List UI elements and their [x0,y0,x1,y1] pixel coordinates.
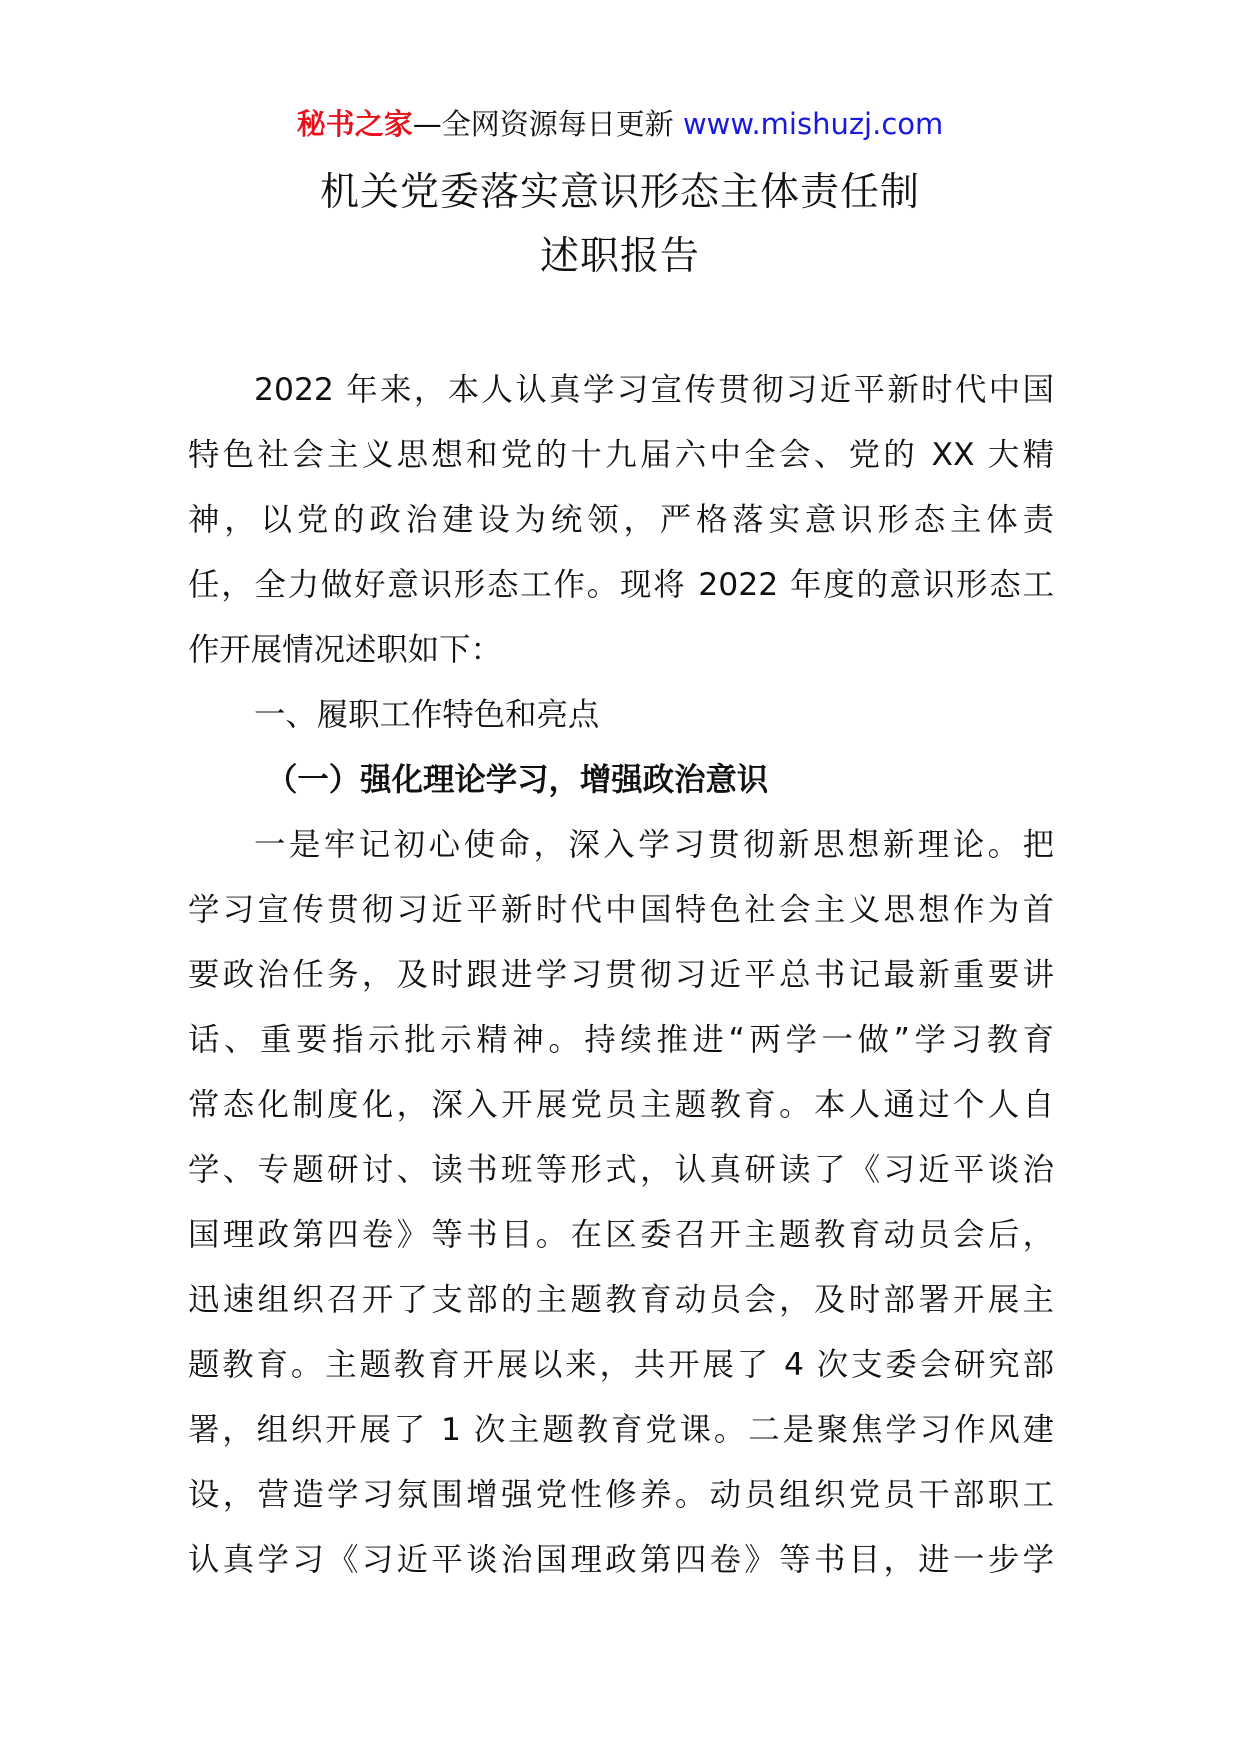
paragraph-line: 神，以党的政治建设为统领，严格落实意识形态主体责 [188,502,1054,538]
paragraph-line: 一是牢记初心使命，深入学习贯彻新思想新理论。把 [254,827,1054,863]
subsection-heading: （一）强化理论学习，增强政治意识 [266,762,769,798]
paragraph-line: 学习宣传贯彻习近平新时代中国特色社会主义思想作为首 [188,892,1054,928]
header-tagline: —全网资源每日更新 [412,107,674,141]
paragraph-line: 常态化制度化，深入开展党员主题教育。本人通过个人自 [188,1087,1054,1123]
paragraph-line: 特色社会主义思想和党的十九届六中全会、党的 XX 大精 [188,437,1054,473]
brand-name: 秘书之家 [296,107,413,141]
paragraph-line: 题教育。主题教育开展以来，共开展了 4 次支委会研究部 [188,1347,1054,1383]
paragraph-line: 任，全力做好意识形态工作。现将 2022 年度的意识形态工 [188,567,1054,603]
site-header [0,104,1240,144]
paragraph-line: 国理政第四卷》等书目。在区委召开主题教育动员会后， [188,1217,1054,1253]
paragraph-line: 学、专题研讨、读书班等形式，认真研读了《习近平谈治 [188,1152,1054,1188]
section-heading: 一、履职工作特色和亮点 [254,697,600,733]
paragraph-line: 迅速组织召开了支部的主题教育动员会，及时部署开展主 [188,1282,1054,1318]
paragraph-line: 作开展情况述职如下： [188,632,502,668]
paragraph-line: 认真学习《习近平谈治国理政第四卷》等书目，进一步学 [188,1542,1054,1578]
paragraph-line: 2022 年来，本人认真学习宣传贯彻习近平新时代中国 [254,372,1054,408]
paragraph-line: 要政治任务，及时跟进学习贯彻习近平总书记最新重要讲 [188,957,1054,993]
paragraph-line: 署，组织开展了 1 次主题教育党课。二是聚焦学习作风建 [188,1412,1054,1448]
document-body [188,358,1054,1593]
document-title-line1: 机关党委落实意识形态主体责任制 [319,170,920,215]
site-url-link[interactable]: www.mishuzj.com [682,107,944,141]
document-title-line2: 述职报告 [539,234,700,279]
paragraph-line: 话、重要指示批示精神。持续推进“两学一做”学习教育 [188,1022,1054,1058]
paragraph-line: 设，营造学习氛围增强党性修养。动员组织党员干部职工 [188,1477,1054,1513]
